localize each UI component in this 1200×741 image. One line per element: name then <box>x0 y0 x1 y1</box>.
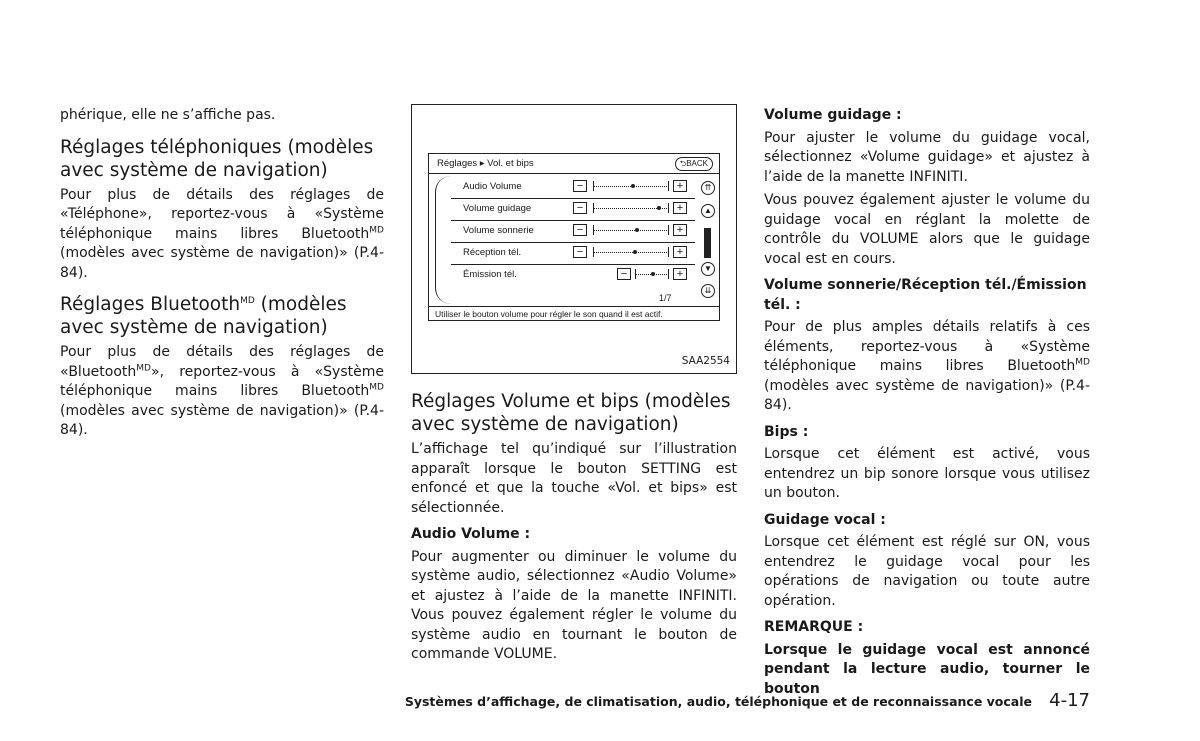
plus-button: + <box>673 202 687 214</box>
plus-button: + <box>673 180 687 192</box>
bar-knob <box>657 206 661 210</box>
screen-title: Réglages ▸ Vol. et bips <box>437 158 534 169</box>
volume-bar <box>593 225 669 235</box>
screen-message: Utiliser le bouton volume pour régler le son quand il est actif. <box>435 309 663 319</box>
subheading-bips: Bips : <box>764 423 809 440</box>
paragraph: Pour ajuster le volume du guidage vocal, sélectionnez «Volume guidage» et ajustez à l’aide de la manette INFINITI. <box>764 129 1090 185</box>
text: Réglages Bluetooth <box>60 294 241 315</box>
text: (modèles avec système de navigation)» (P.4-84). <box>764 377 1090 413</box>
row-reception-tel <box>451 242 695 265</box>
heading-reglages-bluetooth <box>60 293 384 339</box>
paragraph-remarque: Lorsque le guidage vocal est annoncé pendant la lecture audio, tourner le bouton <box>764 641 1090 697</box>
figure-screen-illustration <box>411 104 737 374</box>
row-label: Audio Volume <box>463 181 522 192</box>
bar-end <box>668 247 669 257</box>
trademark: MD <box>1075 357 1090 368</box>
back-icon: ⮌ <box>679 159 687 168</box>
scroll-bottom-icon: ⇊ <box>701 284 715 298</box>
bar-end <box>593 203 594 213</box>
scroll-up-icon: ▲ <box>701 204 715 218</box>
bar-line <box>593 230 669 231</box>
minus-button: − <box>617 268 631 280</box>
bar-end <box>593 247 594 257</box>
volume-control <box>573 246 691 259</box>
figure-code: SAA2554 <box>681 355 730 367</box>
text: Pour plus de détails des réglages de «Bluetooth <box>60 344 384 380</box>
bar-end <box>635 269 636 279</box>
minus-button: − <box>573 202 587 214</box>
volume-bar <box>593 203 669 213</box>
left-column <box>60 106 384 441</box>
volume-control <box>617 268 691 281</box>
bar-end <box>668 181 669 191</box>
plus-button: + <box>673 224 687 236</box>
screen-display <box>428 153 720 321</box>
text: (modèles avec système de navigation) <box>60 294 347 338</box>
bar-end <box>668 269 669 279</box>
paragraph-telephone <box>60 186 384 284</box>
text: », reportez-vous à «Système téléphonique mains libres Bluetooth <box>60 363 384 399</box>
row-label: Émission tél. <box>463 269 517 280</box>
footer-section-title: Systèmes d’affichage, de climatisation, audio, téléphonique et de reconnaissance vocale <box>404 694 1032 709</box>
bar-end <box>593 225 594 235</box>
page-indicator: 1/7 <box>659 293 672 303</box>
trademark: MD <box>369 382 384 393</box>
row-volume-sonnerie <box>451 220 695 243</box>
back-button <box>675 157 713 171</box>
bar-knob <box>651 272 655 276</box>
paragraph-bluetooth <box>60 343 384 441</box>
scroll-down-icon: ▼ <box>701 262 715 276</box>
row-emission-tel <box>451 264 695 286</box>
right-column <box>764 106 1090 699</box>
text: Pour de plus amples détails relatifs à ces éléments, reportez-vous à «Système téléphonique mains libres Bluetooth <box>764 319 1090 374</box>
paragraph: phérique, elle ne s’affiche pas. <box>60 107 276 123</box>
volume-bar <box>593 181 669 191</box>
plus-button: + <box>673 246 687 258</box>
subheading-guidage-vocal: Guidage vocal : <box>764 511 886 528</box>
row-label: Volume sonnerie <box>463 225 534 236</box>
divider <box>429 173 719 174</box>
subheading-audio-volume: Audio Volume : <box>411 526 531 542</box>
footer <box>404 690 1090 714</box>
back-label: BACK <box>686 159 708 168</box>
heading-reglages-volume-bips: Réglages Volume et bips (modèles avec système de navigation) <box>411 391 731 435</box>
middle-column <box>411 390 737 665</box>
bar-end <box>668 225 669 235</box>
bar-knob <box>631 184 635 188</box>
bar-end <box>593 181 594 191</box>
page-number: 4-17 <box>1049 690 1090 711</box>
scrollbar-thumb <box>704 228 711 258</box>
scroll-top-icon: ⇈ <box>701 181 715 195</box>
heading-reglages-telephoniques: Réglages téléphoniques (modèles avec système de navigation) <box>60 136 374 181</box>
paragraph: Lorsque cet élément est activé, vous entendrez un bip sonore lorsque vous utilisez un bouton. <box>764 446 1090 501</box>
bar-knob <box>635 228 639 232</box>
volume-bar <box>635 269 669 279</box>
volume-control <box>573 224 691 237</box>
plus-button: + <box>673 268 687 280</box>
row-volume-guidage <box>451 198 695 221</box>
minus-button: − <box>573 246 587 258</box>
list-arc <box>435 176 452 304</box>
row-label: Réception tél. <box>463 247 522 258</box>
divider <box>429 306 719 307</box>
subheading-remarque: REMARQUE : <box>764 619 864 635</box>
paragraph: L’affichage tel qu’indiqué sur l’illustration apparaît lorsque le bouton SETTING est enfoncé et que la touche «Vol. et bips» est sélectionnée. <box>411 441 737 516</box>
text: (modèles avec système de navigation)» (P.4-84). <box>60 402 384 438</box>
bar-line <box>593 252 669 253</box>
row-label: Volume guidage <box>463 203 532 214</box>
bar-knob <box>633 250 637 254</box>
volume-control <box>573 202 691 215</box>
paragraph: Vous pouvez également ajuster le volume du guidage vocal en réglant la molette de contrôle du VOLUME alors que le guidage vocal est en cours. <box>764 192 1090 267</box>
subheading-volume-guidage: Volume guidage : <box>764 107 902 123</box>
trademark: MD <box>369 224 384 235</box>
minus-button: − <box>573 180 587 192</box>
paragraph <box>764 318 1090 416</box>
paragraph: Pour augmenter ou diminuer le volume du système audio, sélectionnez «Audio Volume» et ajustez à l’aide de la manette INFINITI. Vous pouvez également régler le volume du système audio en tournant le bouton de commande VOLUME. <box>411 548 737 662</box>
volume-bar <box>593 247 669 257</box>
subheading-volume-sonnerie: Volume sonnerie/Réception tél./Émission tél. : <box>764 277 1087 313</box>
row-audio-volume <box>451 176 695 199</box>
trademark: MD <box>240 295 255 306</box>
text: Pour plus de détails des réglages de «Téléphone», reportez-vous à «Système téléphonique mains libres Bluetooth <box>60 186 384 242</box>
volume-control <box>573 180 691 193</box>
trademark: MD <box>136 362 151 373</box>
bar-end <box>668 203 669 213</box>
text: (modèles avec système de navigation)» (P.4-84). <box>60 245 384 281</box>
minus-button: − <box>573 224 587 236</box>
paragraph: Lorsque cet élément est réglé sur ON, vous entendrez le guidage vocal pour les opérations de navigation ou toute autre opération. <box>764 534 1090 609</box>
